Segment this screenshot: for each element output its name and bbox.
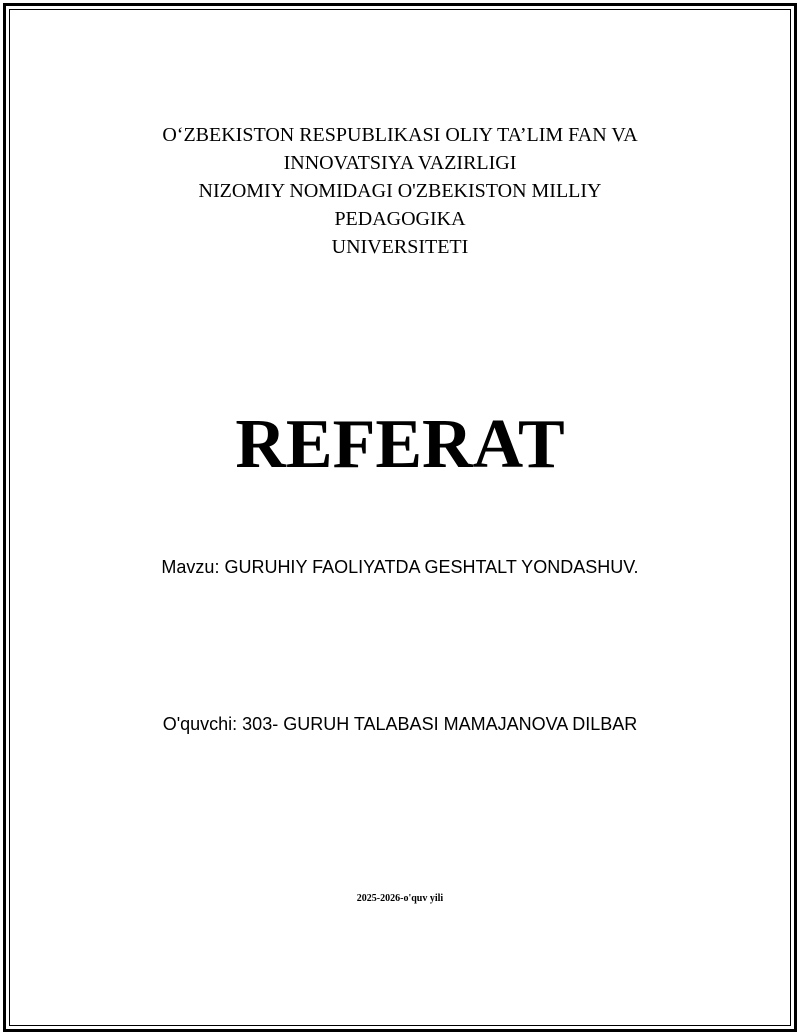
document-title: REFERAT xyxy=(235,406,565,483)
header-line: INNOVATSIYA VAZIRLIGI xyxy=(283,152,517,174)
header-line: PEDAGOGIKA xyxy=(334,208,466,230)
header-line: NIZOMIY NOMIDAGI O'ZBEKISTON MILLIY xyxy=(198,180,602,202)
student-line: O'quvchi: 303- GURUH TALABASI MAMAJANOVA DILBAR xyxy=(162,714,638,734)
topic-line: Mavzu: GURUHIY FAOLIYATDA GESHTALT YONDASHUV. xyxy=(161,557,639,577)
institution-header xyxy=(0,121,800,261)
academic-year: 2025-2026-o'quv yili xyxy=(356,893,444,904)
header-line: O‘ZBEKISTON RESPUBLIKASI OLIY TA’LIM FAN VA xyxy=(162,124,638,146)
header-line: UNIVERSITETI xyxy=(331,236,469,258)
